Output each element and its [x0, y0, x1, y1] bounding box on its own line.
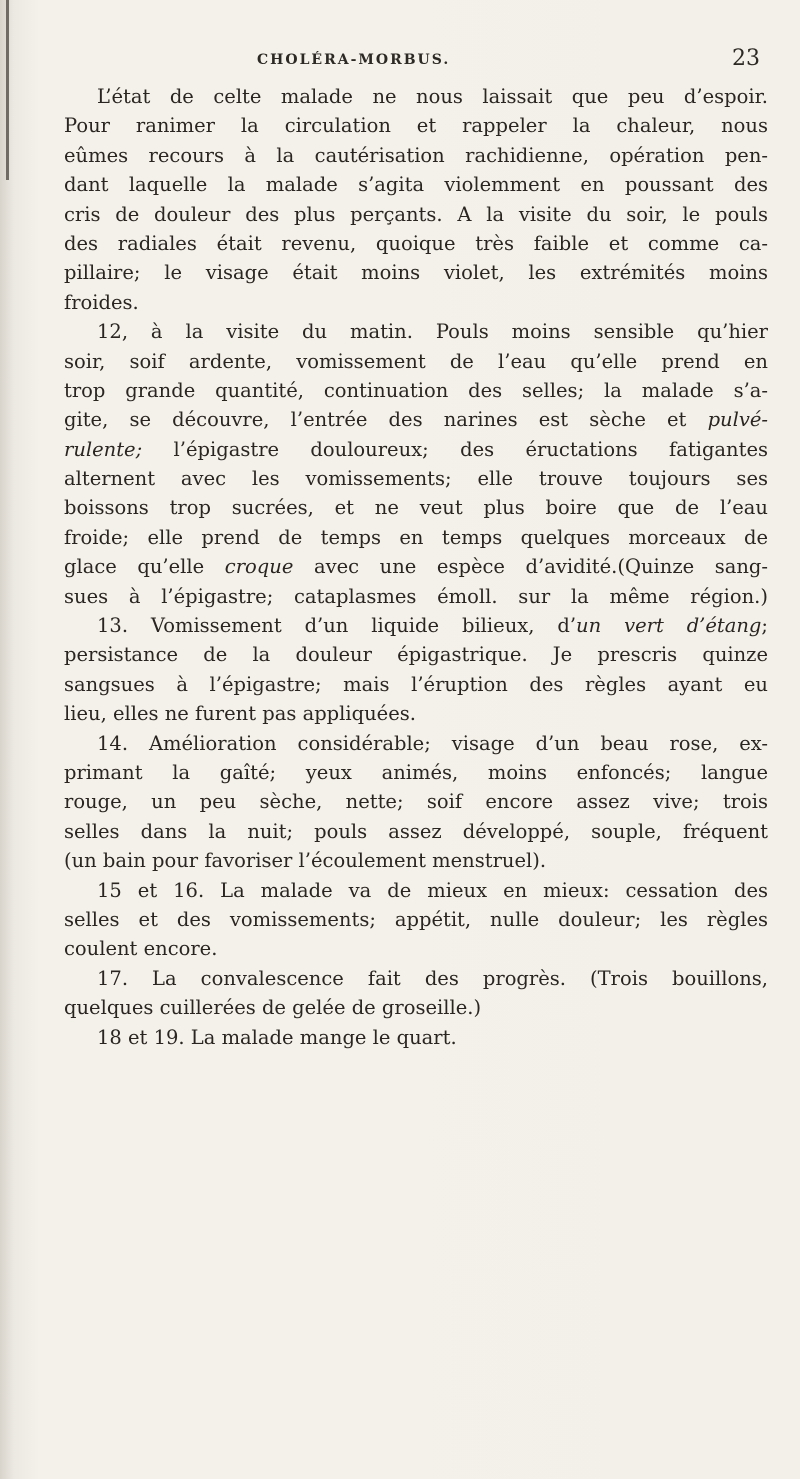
italic-term: un vert d’étang — [576, 614, 762, 638]
text-line: froide; elle prend de temps en temps quelques morceaux de — [64, 525, 768, 549]
text-line: quelques cuillerées de gelée de groseille.) — [64, 996, 482, 1020]
italic-term: croque — [224, 555, 294, 579]
binding-edge — [6, 0, 9, 180]
text-line: coulent encore. — [64, 937, 218, 961]
running-head: CHOLÉRA-MORBUS. — [257, 52, 451, 68]
text-line: des radiales était revenu, quoique très faible et comme ca- — [64, 231, 768, 255]
text-line: dant laquelle la malade s’agita violemment en poussant des — [64, 173, 768, 197]
body-text — [64, 82, 768, 1052]
text-segment: glace qu’elle — [64, 555, 205, 579]
text-line: 15 et 16. La malade va de mieux en mieux: cessation des — [97, 878, 768, 902]
text-line: pillaire; le visage était moins violet, les extrémités moins — [64, 261, 768, 285]
text-line: soir, soif ardente, vomissement de l’eau qu’elle prend en — [64, 349, 768, 373]
text-line — [64, 552, 768, 581]
text-line: 14. Amélioration considérable; visage d’un beau rose, ex- — [97, 731, 768, 755]
text-line: 12, à la visite du matin. Pouls moins sensible qu’hier — [97, 320, 768, 344]
text-line: cris de douleur des plus perçants. A la visite du soir, le pouls — [64, 202, 768, 226]
page-number: 23 — [732, 46, 760, 71]
text-segment: l’épigastre douloureux; des éructations fatigantes — [173, 437, 768, 461]
italic-term: rulente; — [64, 437, 143, 461]
text-line: froides. — [64, 290, 139, 314]
text-segment: avec une espèce d’avidité.(Quinze sang- — [313, 555, 768, 579]
text-line — [64, 405, 768, 434]
text-line: lieu, elles ne furent pas appliquées. — [64, 702, 416, 726]
text-segment: ; — [761, 614, 768, 638]
text-line — [64, 611, 768, 640]
text-line: (un bain pour favoriser l’écoulement menstruel). — [64, 849, 547, 873]
text-line: eûmes recours à la cautérisation rachidienne, opération pen- — [64, 143, 768, 167]
text-line: selles et des vomissements; appétit, nulle douleur; les règles — [64, 907, 768, 931]
text-line: alternent avec les vomissements; elle trouve toujours ses — [64, 467, 768, 491]
text-line: sangsues à l’épigastre; mais l’éruption des règles ayant eu — [64, 672, 768, 696]
text-line: L’état de celte malade ne nous laissait que peu d’espoir. — [97, 85, 768, 108]
text-line: 17. La convalescence fait des progrès. (Trois bouillons, — [97, 966, 768, 990]
text-line: boissons trop sucrées, et ne veut plus boire que de l’eau — [64, 496, 768, 520]
italic-term: pulvé- — [707, 408, 769, 432]
text-line: Pour ranimer la circulation et rappeler la chaleur, nous — [64, 114, 768, 138]
text-line: persistance de la douleur épigastrique. Je prescris quinze — [64, 643, 768, 667]
text-line: sues à l’épigastre; cataplasmes émoll. sur la même région.) — [64, 584, 768, 608]
text-line: selles dans la nuit; pouls assez développé, souple, fréquent — [64, 819, 768, 843]
text-line: rouge, un peu sèche, nette; soif encore assez vive; trois — [64, 790, 768, 814]
text-line — [64, 435, 768, 464]
page-header — [60, 46, 760, 76]
text-line: 18 et 19. La malade mange le quart. — [97, 1025, 457, 1049]
text-line: trop grande quantité, continuation des selles; la malade s’a- — [64, 378, 768, 402]
text-line: primant la gaîté; yeux animés, moins enfoncés; langue — [64, 760, 768, 784]
text-segment: 13. Vomissement d’un liquide bilieux, d’ — [97, 614, 577, 638]
text-segment: gite, se découvre, l’entrée des narines est sèche et — [64, 408, 687, 432]
